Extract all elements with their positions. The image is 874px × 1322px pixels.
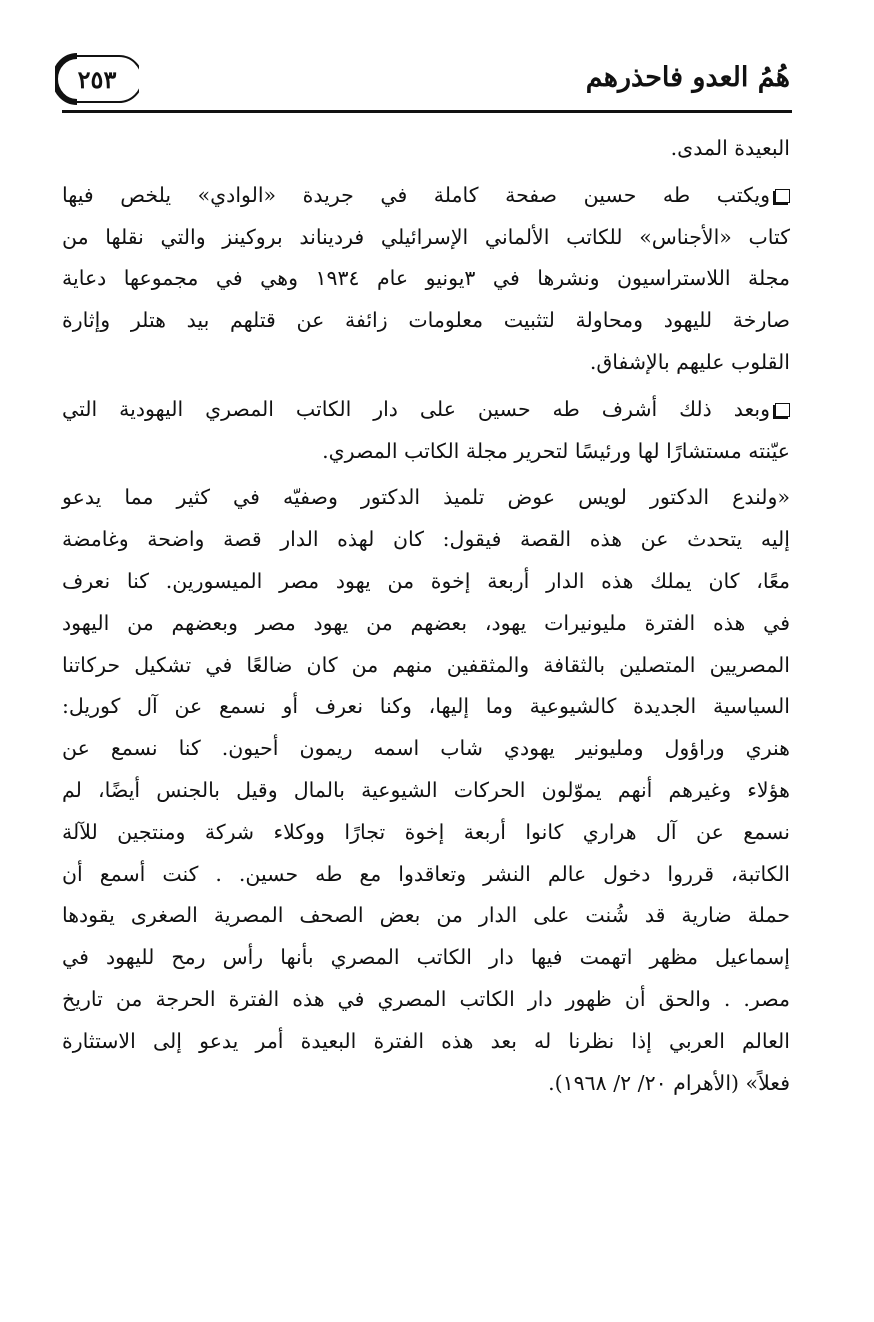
line-text: وبعد ذلك أشرف طه حسين على دار الكاتب المصري اليهودية التي <box>62 396 770 421</box>
line-text: المصريين المتصلين بالثقافة والمثقفين منهم من كان ضالعًا في تشكيل حركاتنا <box>62 652 790 677</box>
square-bullet-icon <box>775 189 790 203</box>
line-text: عيّنته مستشارًا لها ورئيسًا لتحرير مجلة الكاتب المصري. <box>322 438 790 463</box>
square-bullet-icon <box>775 403 790 417</box>
line-text: في هذه الفترة مليونيرات يهود، بعضهم من يهود مصر وبعضهم من اليهود <box>62 610 790 635</box>
text-line <box>62 561 790 603</box>
line-text: العالم العربي إذا نظرنا له بعد هذه الفترة البعيدة أمر يدعو إلى الاستثارة <box>62 1028 790 1053</box>
line-text: القلوب عليهم بالإشفاق. <box>589 349 790 374</box>
running-title: هُمُ العدو فاحذرهم <box>585 62 790 93</box>
line-text: إليه يتحدث عن هذه القصة فيقول: كان لهذه الدار قصة واضحة وغامضة <box>62 527 790 552</box>
line-text: الكاتبة، قرروا دخول عالم النشر وتعاقدوا مع طه حسين. . كنت أسمع أن <box>62 861 790 886</box>
text-line <box>62 389 790 431</box>
paragraph <box>62 389 790 473</box>
line-text: صارخة لليهود ومحاولة لتثبيت معلومات زائفة عن قتلهم بيد هتلر وإثارة <box>62 308 790 333</box>
line-text: كتاب «الأجناس» للكاتب الألماني الإسرائيلي فرديناند بروكينز والتي نقلها من <box>62 224 790 249</box>
body-text <box>62 128 790 1109</box>
line-text: هؤلاء وغيرهم أنهم يموّلون الحركات الشيوعية بالمال وقيل بالجنس أيضًا، لم <box>62 777 790 802</box>
text-line <box>62 477 790 519</box>
line-text: مصر. . والحق أن ظهور دار الكاتب المصري في هذه الفترة الحرجة من تاريخ <box>62 986 790 1011</box>
line-text: فعلاً» (الأهرام ٢٠/ ٢/ ١٩٦٨). <box>548 1070 790 1095</box>
header-rule <box>62 110 792 113</box>
text-line <box>62 431 790 473</box>
text-line <box>62 937 790 979</box>
text-line <box>62 979 790 1021</box>
text-line <box>62 770 790 812</box>
text-line <box>62 258 790 300</box>
line-text: حملة ضارية قد شُنت على الدار من بعض الصحف المصرية الصغرى يقودها <box>62 903 790 928</box>
line-text: معًا، كان يملك هذه الدار أربعة إخوة من يهود مصر الميسورين. كنا نعرف <box>62 568 790 593</box>
line-text: مجلة اللاستراسيون ونشرها في ٣يونيو عام ١٩٣٤ وهي في مجموعها دعاية <box>62 266 790 291</box>
paragraph <box>62 477 790 1104</box>
line-text: ويكتب طه حسين صفحة كاملة في جريدة «الوادي» يلخص فيها <box>62 182 770 207</box>
line-text: البعيدة المدى. <box>670 136 790 160</box>
text-line <box>62 128 790 170</box>
line-text: نسمع عن آل هراري كانوا أربعة إخوة تجارًا ووكلاء شركة ومنتجين للآلة <box>62 819 790 844</box>
line-text: إسماعيل مظهر اتهمت فيها دار الكاتب المصري بأنها رأس رمح لليهود في <box>62 945 790 970</box>
text-line <box>62 645 790 687</box>
page-number-badge <box>55 52 139 106</box>
text-line <box>62 300 790 342</box>
text-line <box>62 1021 790 1063</box>
text-line <box>62 175 790 217</box>
text-line <box>62 812 790 854</box>
paragraph <box>62 175 790 384</box>
text-line <box>62 1063 790 1105</box>
line-text: هنري وراؤول ومليونير يهودي شاب اسمه ريمون أحيون. كنا نسمع عن <box>62 736 790 761</box>
line-text: «ولندع الدكتور لويس عوض تلميذ الدكتور وصفيّه في كثير مما يدعو <box>62 485 790 510</box>
text-line <box>62 854 790 896</box>
page-number: ٢٥٣ <box>77 65 117 94</box>
text-line <box>62 217 790 259</box>
text-line <box>62 895 790 937</box>
text-line <box>62 603 790 645</box>
text-line <box>62 519 790 561</box>
text-line <box>62 728 790 770</box>
text-line <box>62 342 790 384</box>
text-line <box>62 686 790 728</box>
paragraph <box>62 128 790 170</box>
line-text: السياسية الجديدة كالشيوعية وما إليها، وكنا نعرف أو نسمع عن آل كوريل: <box>62 694 790 719</box>
